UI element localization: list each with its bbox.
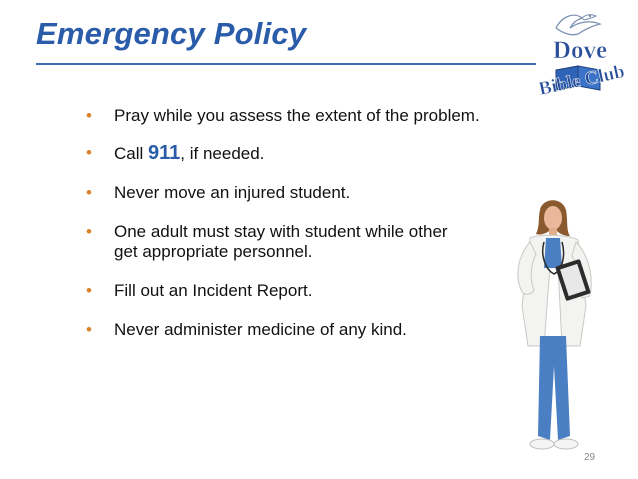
nurse-with-clipboard-illustration xyxy=(500,196,608,466)
bullet-item xyxy=(84,143,534,164)
bullet-item xyxy=(84,281,534,301)
bullet-text: Fill out an Incident Report. xyxy=(114,281,313,300)
bullet-text: Never move an injured student. xyxy=(114,183,351,202)
dove-bible-club-logo xyxy=(526,6,634,102)
bullet-text-line1: One adult must stay with student while other xyxy=(114,222,448,241)
bullet-item xyxy=(84,222,534,262)
bullet-text: Pray while you assess the extent of the problem. xyxy=(114,106,480,125)
bullet-item xyxy=(84,320,534,340)
bullet-marker: • xyxy=(86,320,92,339)
bullet-marker: • xyxy=(86,222,92,241)
emergency-number: 911 xyxy=(148,142,181,164)
dove-icon xyxy=(556,15,600,35)
bullet-text-suffix: , if needed. xyxy=(180,144,265,163)
bullet-item xyxy=(84,106,534,126)
bullet-marker: • xyxy=(86,183,92,202)
bullet-text-prefix: Call xyxy=(114,144,149,163)
bullet-marker: • xyxy=(86,281,92,300)
title-underline xyxy=(36,63,536,65)
slide-title: Emergency Policy xyxy=(36,16,307,51)
bullet-text: Never administer medicine of any kind. xyxy=(114,320,407,339)
bullet-item xyxy=(84,183,534,203)
logo-text-bible-club: Bible Club xyxy=(536,61,627,100)
page-number: 29 xyxy=(584,452,596,463)
bullet-marker: • xyxy=(86,106,92,125)
bullet-list xyxy=(84,106,534,359)
logo-text-dove: Dove xyxy=(552,37,608,64)
bullet-marker: • xyxy=(86,143,92,162)
bullet-text-line2: get appropriate personnel. xyxy=(114,242,313,261)
